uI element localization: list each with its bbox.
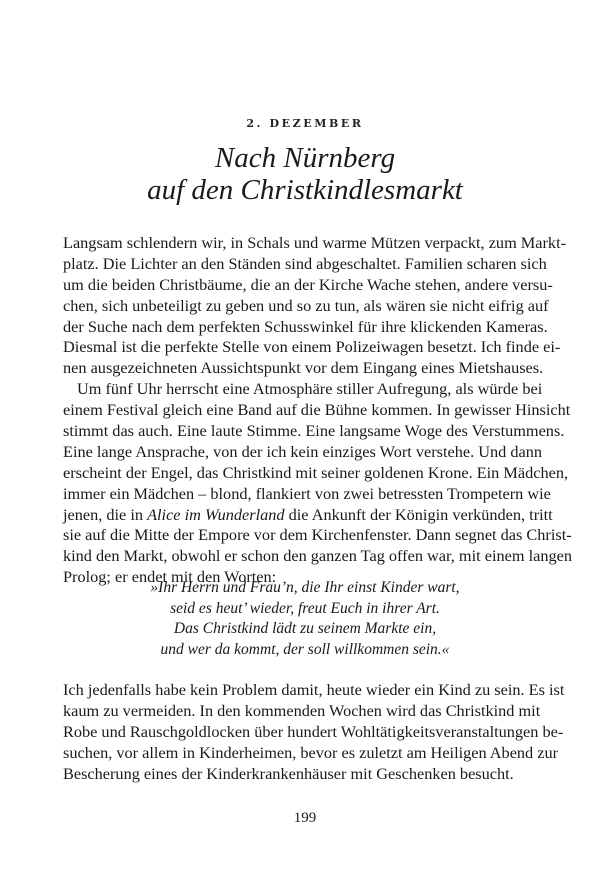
text-line: immer ein Mädchen – blond, flankiert von zwei betressten Trompetern wie [63, 483, 551, 503]
text-line: kaum zu vermeiden. In den kommenden Wochen wird das Christkind mit [63, 700, 541, 720]
book-title-italic: Alice im Wunderland [147, 504, 285, 524]
verse-line: und wer da kommt, der soll willkommen sein.« [160, 640, 450, 658]
text-line: sie auf die Mitte der Empore vor dem Kirchenfenster. Dann segnet das Christ- [63, 525, 572, 545]
text-line: nen ausgezeichneten Aussichtspunkt vor dem Eingang eines Mietshauses. [63, 358, 544, 378]
chapter-title-line-2: auf den Christkindlesmarkt [147, 174, 463, 206]
text-line: stimmt das auch. Eine laute Stimme. Eine langsame Woge des Verstummens. [63, 421, 565, 441]
text-line-with-book-title: jenen, die in Alice im Wunderland die Ankunft der Königin verkünden, tritt [63, 504, 553, 524]
verse-line: »Ihr Herrn und Frau’n, die Ihr einst Kinder wart, [150, 579, 460, 596]
text-line: Um fünf Uhr herrscht eine Atmosphäre stiller Aufregung, als würde bei [77, 379, 543, 399]
text-line: Diesmal ist die perfekte Stelle von einem Polizeiwagen besetzt. Ich finde ei- [63, 337, 561, 357]
verse-line: Das Christkind lädt zu seinem Markte ein, [173, 620, 437, 637]
text-line: Ich jedenfalls habe kein Problem damit, heute wieder ein Kind zu sein. Es ist [63, 680, 565, 699]
text-line: Robe und Rauschgoldlocken über hundert Wohltätigkeitsveranstaltungen be- [63, 721, 564, 741]
text-line: Langsam schlendern wir, in Schals und warme Mützen verpackt, zum Markt- [63, 233, 567, 252]
chapter-title-line-1: Nach Nürnberg [214, 142, 396, 174]
verse-line: seid es heut’ wieder, freut Euch in ihrer Art. [170, 599, 440, 617]
verse-quote [0, 578, 610, 660]
body-text-top [63, 233, 572, 588]
text-line: erscheint der Engel, das Christkind mit seiner goldenen Krone. Ein Mädchen, [63, 462, 569, 482]
body-text-bottom [63, 680, 565, 784]
text-line: einem Festival gleich eine Band auf die Bühne kommen. In gewisser Hinsicht [63, 400, 571, 420]
text-line: Prolog; er endet mit den Worten: [63, 567, 277, 587]
text-line: um die beiden Christbäume, die an der Kirche Wache stehen, andere versu- [63, 274, 553, 294]
text-line: platz. Die Lichter an den Ständen sind abgeschaltet. Familien scharen sich [63, 253, 547, 273]
text-line: Eine lange Ansprache, von der ich kein einziges Wort verstehe. Und dann [63, 441, 542, 461]
text-line: kind den Markt, obwohl er schon den ganzen Tag offen war, mit einem langen [63, 546, 572, 566]
text-line: Bescherung eines der Kinderkrankenhäuser mit Geschenken besucht. [63, 763, 514, 783]
chapter-date-label: 2. DEZEMBER [246, 117, 364, 130]
text-line: chen, sich unbeteiligt zu geben und so zu tun, als wären sie nicht eifrig auf [63, 295, 549, 315]
chapter-title [0, 142, 610, 206]
page-number: 199 [293, 810, 317, 826]
text-line: suchen, vor allem in Kinderheimen, bevor es zuletzt am Heiligen Abend zur [63, 742, 559, 762]
text-line: der Suche nach dem perfekten Schusswinkel für ihre klickenden Kameras. [63, 316, 548, 336]
